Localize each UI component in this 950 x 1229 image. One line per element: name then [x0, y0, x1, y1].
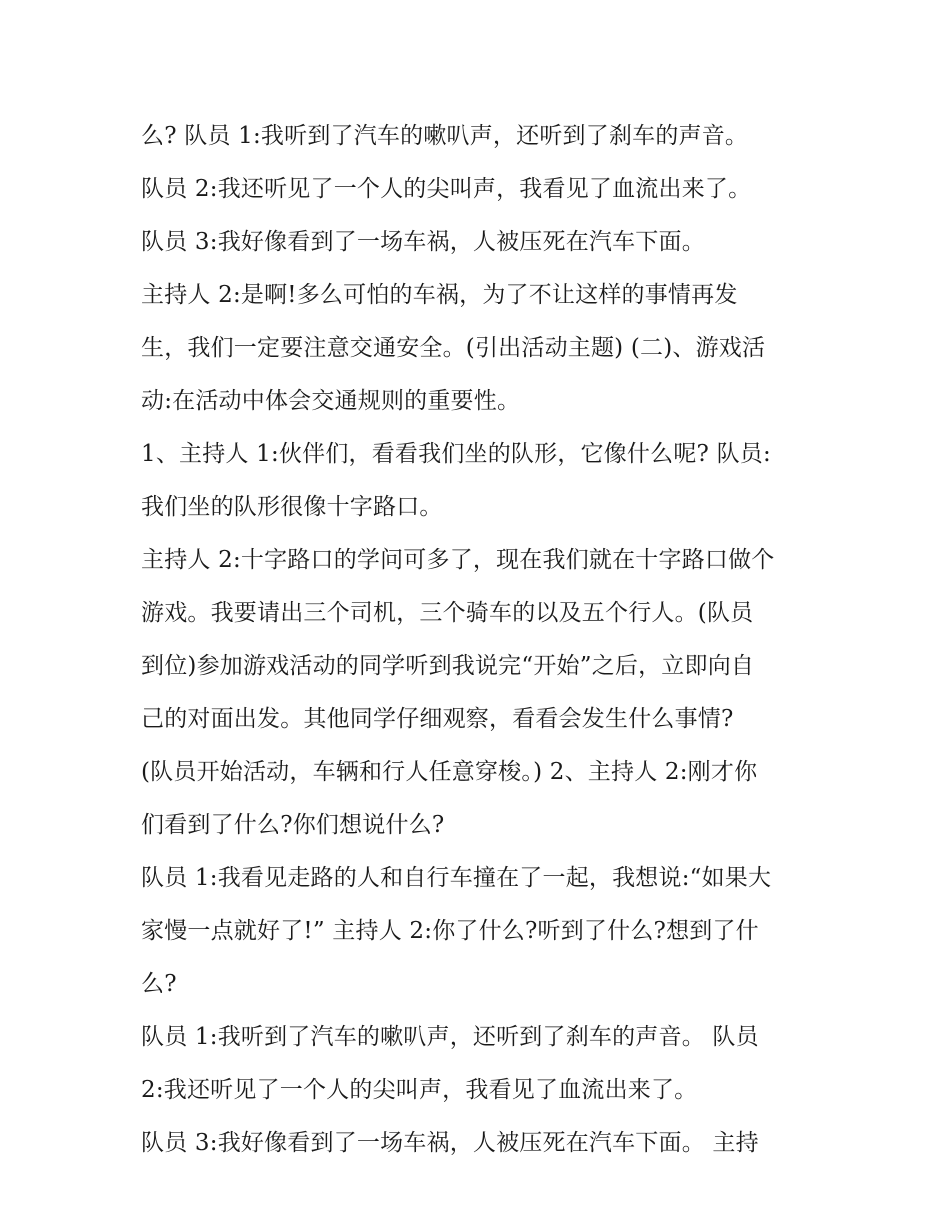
text-line: 己的对面出发。其他同学仔细观察，看看会发生什么事情?	[141, 706, 734, 732]
text-line: 主持人 2:是啊!多么可怕的车祸，为了不让这样的事情再发	[141, 282, 738, 308]
text-line: 么? 队员 1:我听到了汽车的嗽叭声，还听到了刹车的声音。	[141, 123, 749, 149]
text-line: 1、主持人 1:伙伴们，看看我们坐的队形，它像什么呢? 队员:	[141, 441, 771, 467]
text-line: 队员 3:我好像看到了一场车祸，人被压死在汽车下面。 主持	[141, 1130, 759, 1156]
text-line: 队员 3:我好像看到了一场车祸，人被压死在汽车下面。	[141, 229, 705, 255]
text-line: 么?	[141, 971, 177, 997]
text-line: 们看到了什么?你们想说什么?	[141, 812, 445, 838]
text-line: 队员 1:我听到了汽车的嗽叭声，还听到了刹车的声音。 队员	[141, 1024, 759, 1050]
text-line: 到位)参加游戏活动的同学听到我说完“开始”之后，立即向自	[141, 653, 755, 679]
text-line: 生，我们一定要注意交通安全。(引出活动主题) (二)、游戏活	[141, 335, 766, 361]
text-line: 家慢一点就好了!” 主持人 2:你了什么?听到了什么?想到了什	[141, 918, 759, 944]
text-line: 队员 2:我还听见了一个人的尖叫声，我看见了血流出来了。	[141, 176, 752, 202]
text-line: 主持人 2:十字路口的学问可多了，现在我们就在十字路口做个	[141, 547, 775, 573]
text-line: 队员 1:我看见走路的人和自行车撞在了一起，我想说:“如果大	[141, 865, 772, 891]
text-line: 我们坐的队形很像十字路口。	[141, 494, 443, 520]
text-line: 2:我还听见了一个人的尖叫声，我看见了血流出来了。	[141, 1077, 698, 1103]
text-line: (队员开始活动，车辆和行人任意穿梭。) 2、主持人 2:刚才你	[141, 759, 758, 785]
text-line: 动:在活动中体会交通规则的重要性。	[141, 388, 521, 414]
text-line: 游戏。我要请出三个司机，三个骑车的以及五个行人。(队员	[141, 600, 754, 626]
body-text	[141, 110, 821, 1170]
